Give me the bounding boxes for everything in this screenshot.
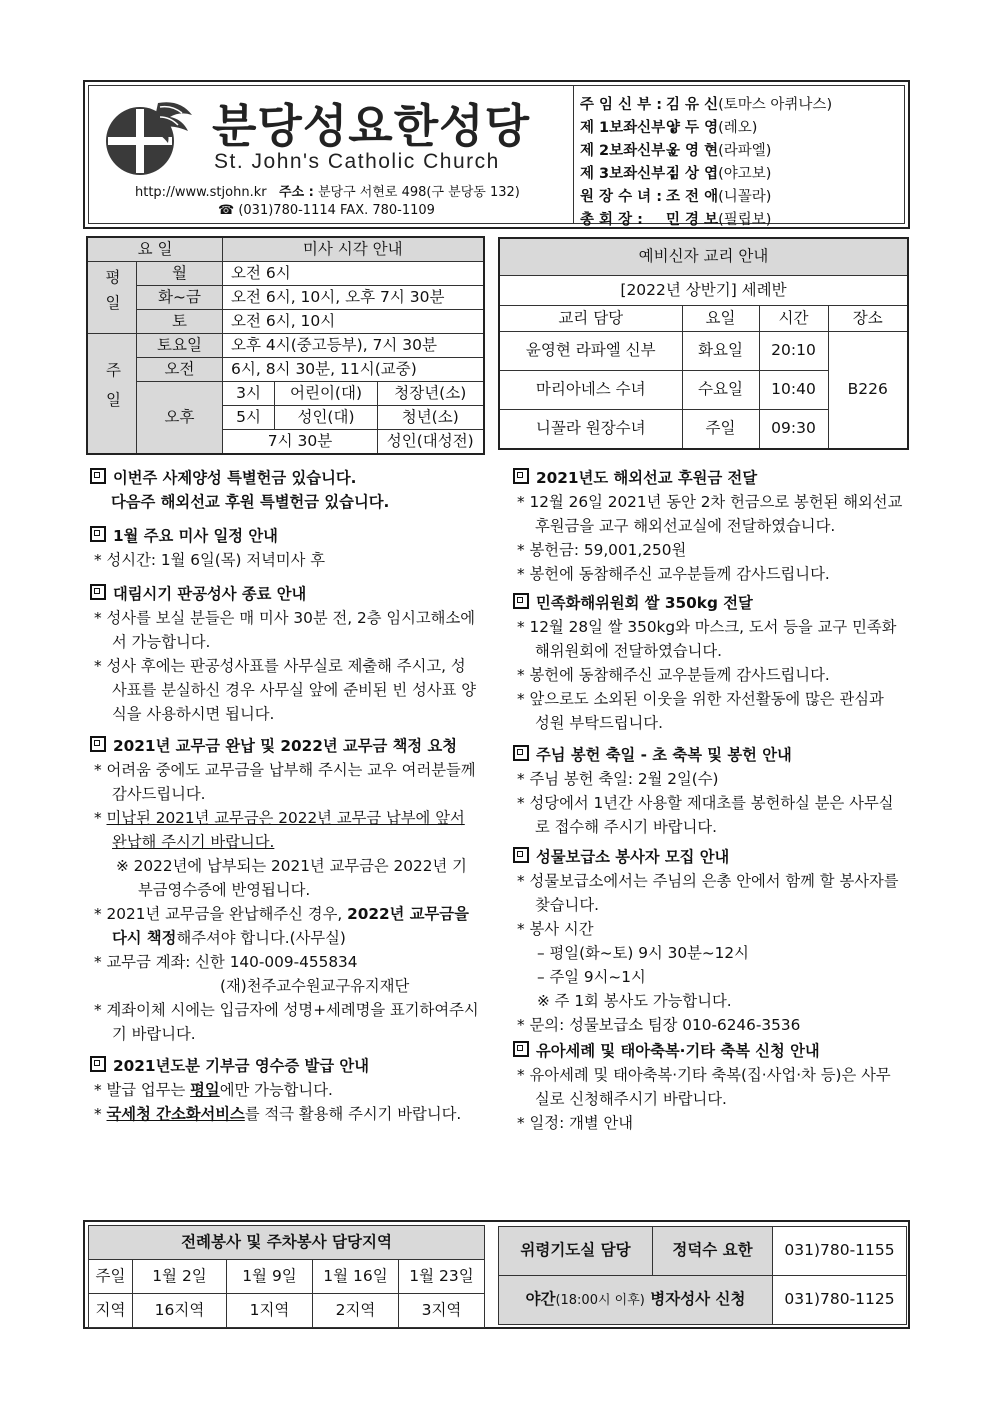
clergy-row: 원 장 수 녀 : 조 전 애(니꼴라): [580, 189, 772, 205]
weekday-label: 평일: [87, 262, 137, 334]
catechism-table: [498, 237, 909, 450]
sunday-label: 주일: [87, 334, 137, 455]
notice-item: * 봉사 시간: [517, 920, 594, 938]
mass-pm3-time: 7시 30분: [223, 430, 378, 455]
checkbox-icon: [513, 593, 529, 609]
notice-note: ※ 주 1회 봉사도 가능합니다.: [537, 992, 732, 1010]
right-notices: [513, 466, 903, 1135]
address-text: 분당구 서현로 498(구 분당동 132): [317, 185, 520, 200]
mass-time-tue: 오전 6시, 10시, 오후 7시 30분: [223, 286, 484, 310]
notice-item: * 성당에서 1년간 사용할 제대초를 봉헌하실 분은 사무실로 접수해 주시기 바랍니다.: [517, 794, 894, 836]
mass-schedule-table: [86, 236, 485, 455]
service-date: 1월 9일: [227, 1260, 313, 1294]
mass-pm1-time: 3시: [223, 382, 275, 406]
contact-table: [498, 1226, 907, 1325]
notice-item: * 유아세례 및 태아축복·기타 축복(집·사업·차 등)은 사무실로 신청해주시기 바랍니다.: [517, 1066, 891, 1108]
notice-subitem: – 주일 9시~1시: [537, 968, 646, 986]
sick-sacrament-label: 야간(18:00시 이후) 병자성사 신청: [499, 1276, 773, 1325]
catechism-day: 화요일: [682, 332, 759, 371]
mass-header-day: 요 일: [87, 237, 223, 262]
notice-item: * 미납된 2021년 교무금은 2022년 교무금 납부에 앞서 완납해 주시기 바랍니다.: [94, 809, 465, 851]
service-area-table: [88, 1225, 485, 1328]
mass-day-mon: 월: [137, 262, 223, 286]
service-row-label: 주일: [89, 1260, 133, 1294]
checkbox-icon: [513, 468, 529, 484]
address-line: [135, 181, 520, 200]
notice-heading: 2021년 교무금 완납 및 2022년 교무금 책정 요청: [90, 734, 480, 758]
notice-heading: 2021년도 해외선교 후원금 전달: [513, 466, 903, 490]
sick-sacrament-phone: 031)780-1125: [773, 1276, 907, 1325]
notice-item: * 12월 26일 2021년 동안 2차 헌금으로 봉헌된 해외선교 후원금을 교구 해외선교실에 전달하였습니다.: [517, 493, 903, 535]
service-date: 1월 23일: [399, 1260, 485, 1294]
notice-item: * 봉헌에 동참해주신 교우분들께 감사드립니다.: [517, 565, 830, 583]
mass-pm1-b: 청장년(소): [378, 382, 484, 406]
catechism-subtitle: [2022년 상반기] 세례반: [499, 276, 908, 306]
funeral-room-phone: 031)780-1155: [773, 1227, 907, 1276]
mass-pm2-time: 5시: [223, 406, 275, 430]
mass-pm3-a: 성인(대성전): [378, 430, 484, 455]
notice-item: * 문의: 성물보급소 팀장 010-6246-3536: [517, 1016, 801, 1034]
notice-item: * 주님 봉헌 축일: 2월 2일(수): [517, 770, 719, 788]
notice-item: * 계좌이체 시에는 입금자에 성명+세례명을 표기하여주시기 바랍니다.: [94, 1001, 479, 1043]
catechism-who: 윤영현 라파엘 신부: [499, 332, 682, 371]
notice-subitem: – 평일(화~토) 9시 30분~12시: [537, 944, 749, 962]
catechism-title: 예비신자 교리 안내: [499, 238, 908, 276]
notice-note: ※ 2022년에 납부되는 2021년 교무금은 2022년 기부금영수증에 반영됩니다.: [116, 857, 467, 899]
notice-heading: 대림시기 판공성사 종료 안내: [90, 582, 480, 606]
catechism-who: 니꼴라 원장수녀: [499, 410, 682, 450]
left-notices: [90, 466, 480, 1126]
notice-item: * 성사 후에는 판공성사표를 사무실로 제출해 주시고, 성사표를 분실하신 경우 사무실 앞에 준비된 빈 성사표 양식을 사용하시면 됩니다.: [94, 657, 476, 723]
church-title-en: St. John's Catholic Church: [214, 150, 500, 173]
phone-text: (031)780-1114 FAX. 780-1109: [238, 203, 435, 218]
funeral-room-label: 위령기도실 담당: [499, 1227, 653, 1276]
catechism-time: 20:10: [759, 332, 828, 371]
catechism-header-time: 시간: [759, 306, 828, 332]
clergy-row: 제 3보좌신부 :김 상 엽(야고보): [580, 166, 772, 182]
notice-heading: 다음주 해외선교 후원 특별헌금 있습니다.: [111, 493, 390, 511]
notice-item: * 성시간: 1월 6일(목) 저녁미사 후: [94, 551, 326, 569]
notice-item: * 일정: 개별 안내: [517, 1114, 634, 1132]
catechism-time: 09:30: [759, 410, 828, 450]
clergy-list: [580, 94, 832, 232]
mass-pm1-a: 어린이(대): [275, 382, 378, 406]
mass-time-satday: 오후 4시(중고등부), 7시 30분: [223, 334, 484, 358]
church-logo-icon: [100, 97, 202, 177]
notice-heading: 1월 주요 미사 일정 안내: [90, 524, 480, 548]
notice-item: * 12월 28일 쌀 350kg와 마스크, 도서 등을 교구 민족화해위원회에 전달하였습니다.: [517, 618, 897, 660]
mass-day-sat: 토: [137, 310, 223, 334]
notice-item: * 어려움 중에도 교무금을 납부해 주시는 교우 여러분들께 감사드립니다.: [94, 761, 476, 803]
mass-header-time: 미사 시각 안내: [223, 237, 484, 262]
mass-day-pm: 오후: [137, 382, 223, 455]
notice-item: * 봉헌에 동참해주신 교우분들께 감사드립니다.: [517, 666, 830, 684]
notice-item: * 봉헌금: 59,001,250원: [517, 541, 687, 559]
mass-day-am: 오전: [137, 358, 223, 382]
service-area-title: 전례봉사 및 주차봉사 담당지역: [89, 1226, 485, 1260]
notice-item: * 2021년 교무금을 완납해주신 경우, 2022년 교무금을 다시 책정해주셔야 합니다.(사무실): [94, 905, 469, 947]
catechism-header-who: 교리 담당: [499, 306, 682, 332]
clergy-row: 주 임 신 부 : 김 유 신(토마스 아퀴나스): [580, 97, 833, 113]
notice-heading: 이번주 사제양성 특별헌금 있습니다.: [90, 466, 480, 490]
notice-item: * 국세청 간소화서비스를 적극 활용해 주시기 바랍니다.: [94, 1105, 462, 1123]
mass-day-tue: 화~금: [137, 286, 223, 310]
notice-heading: 2021년도분 기부금 영수증 발급 안내: [90, 1054, 480, 1078]
mass-pm2-a: 성인(대): [275, 406, 378, 430]
checkbox-icon: [513, 847, 529, 863]
notice-item: (재)천주교수원교구유지재단: [220, 977, 410, 995]
notice-item: * 발급 업무는 평일에만 가능합니다.: [94, 1081, 333, 1099]
catechism-header-day: 요일: [682, 306, 759, 332]
mass-day-satday: 토요일: [137, 334, 223, 358]
notice-item: * 앞으로도 소외된 이웃을 위한 자선활동에 많은 관심과 성원 부탁드립니다.: [517, 690, 884, 732]
notice-item: * 교무금 계좌: 신한 140-009-455834: [94, 953, 358, 971]
notice-heading: 성물보급소 봉사자 모집 안내: [513, 845, 903, 869]
notice-heading: 유아세례 및 태아축복·기타 축복 신청 안내: [513, 1039, 903, 1063]
church-title-ko: 분당성요한성당: [212, 99, 531, 153]
clergy-row: 제 2보좌신부 :윤 영 현(라파엘): [580, 143, 772, 159]
mass-pm2-b: 청년(소): [378, 406, 484, 430]
service-date: 1월 2일: [133, 1260, 227, 1294]
clergy-row: 제 1보좌신부 :양 두 영(레오): [580, 120, 758, 136]
checkbox-icon: [90, 736, 106, 752]
service-area: 3지역: [399, 1294, 485, 1328]
notice-item: * 성물보급소에서는 주님의 은총 안에서 함께 할 봉사자를 찾습니다.: [517, 872, 899, 914]
catechism-day: 주일: [682, 410, 759, 450]
notice-heading: 주님 봉헌 축일 - 초 축복 및 봉헌 안내: [513, 743, 903, 767]
service-area: 16지역: [133, 1294, 227, 1328]
catechism-day: 수요일: [682, 371, 759, 410]
website-link[interactable]: http://www.stjohn.kr: [135, 185, 267, 200]
clergy-row: 총 회 장 : 민 경 보(필립보): [580, 212, 772, 228]
checkbox-icon: [513, 745, 529, 761]
catechism-header-place: 장소: [828, 306, 908, 332]
checkbox-icon: [513, 1041, 529, 1057]
notice-heading: 민족화해위원회 쌀 350kg 전달: [513, 591, 903, 615]
phone-line: [218, 203, 435, 218]
service-date: 1월 16일: [313, 1260, 399, 1294]
checkbox-icon: [90, 1056, 106, 1072]
funeral-room-contact: 정덕수 요한: [653, 1227, 773, 1276]
service-area: 1지역: [227, 1294, 313, 1328]
checkbox-icon: [90, 526, 106, 542]
header-divider: [573, 86, 574, 224]
mass-time-sat: 오전 6시, 10시: [223, 310, 484, 334]
mass-time-am: 6시, 8시 30분, 11시(교중): [223, 358, 484, 382]
checkbox-icon: [90, 468, 106, 484]
catechism-who: 마리아네스 수녀: [499, 371, 682, 410]
catechism-place: B226: [828, 332, 908, 450]
address-label: 주소 :: [279, 185, 314, 200]
catechism-time: 10:40: [759, 371, 828, 410]
notice-item: * 성사를 보실 분들은 매 미사 30분 전, 2층 임시고해소에서 가능합니다.: [94, 609, 476, 651]
phone-icon: ☎: [218, 203, 235, 218]
checkbox-icon: [90, 584, 106, 600]
service-row-label: 지역: [89, 1294, 133, 1328]
service-area: 2지역: [313, 1294, 399, 1328]
mass-time-mon: 오전 6시: [223, 262, 484, 286]
